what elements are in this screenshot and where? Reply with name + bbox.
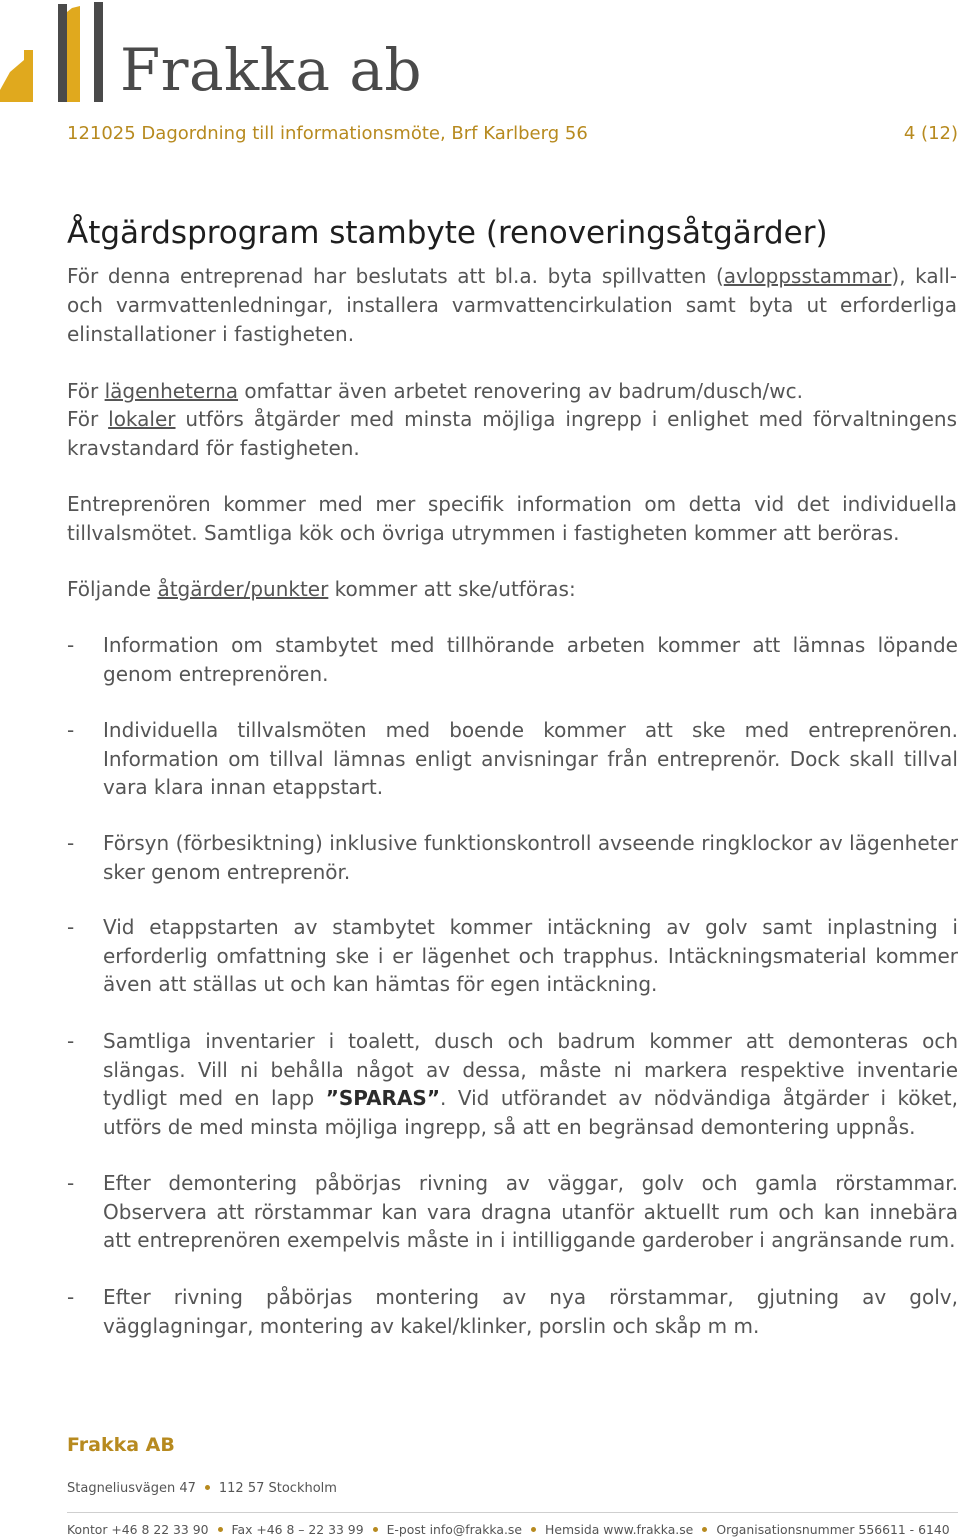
intro-text: omfattar även arbetet renovering av badrum/dusch/wc. bbox=[238, 379, 803, 403]
footer-address bbox=[67, 1481, 337, 1496]
document-header bbox=[67, 123, 960, 149]
intro-text: För bbox=[67, 407, 109, 431]
intro-text: utförs åtgärder med minsta möjliga ingrepp i enlighet med förvaltningens kravstandard för fastigheten. bbox=[67, 407, 958, 460]
list-item-text bbox=[103, 1027, 958, 1141]
page-title: Åtgärdsprogram stambyte (renoveringsåtgärder) bbox=[67, 215, 828, 251]
list-dash: - bbox=[67, 633, 75, 657]
intro-text: ), kall- och varmvattenledningar, installera varmvattencirkulation samt byta ut erforderliga elinstallationer i fastigheten. bbox=[67, 264, 957, 346]
list-item-text-part: Samtliga inventarier i toalett, dusch och badrum kommer att demonteras och slängas. Vill ni behålla något av dessa, måste ni markera respektive inventarie tydligt med en lapp bbox=[103, 1029, 958, 1110]
footer-contact bbox=[67, 1522, 950, 1537]
footer-divider bbox=[67, 1512, 958, 1513]
footer-website[interactable]: Hemsida www.frakka.se bbox=[545, 1522, 694, 1537]
list-item-text: Information om stambytet med tillhörande arbeten kommer att lämnas löpande genom entreprenören. bbox=[103, 633, 958, 686]
sparas-label: ”SPARAS” bbox=[325, 1086, 440, 1110]
intro-paragraph-4: Entreprenören kommer med mer specifik information om detta vid det individuella tillvalsmötet. Samtliga kök och övriga utrymmen i fastigheten kommer att beröras. bbox=[67, 492, 957, 545]
list-item-text-part: . Vid utförandet av nödvändiga åtgärder i köket, utförs de med minsta möjliga ingrepp, så att en begränsad demontering uppnås. bbox=[103, 1086, 958, 1139]
footer-postal: 112 57 Stockholm bbox=[218, 1481, 337, 1496]
footer-fax: Fax +46 8 – 22 33 99 bbox=[231, 1522, 364, 1537]
underlined-term: lägenheterna bbox=[104, 379, 239, 403]
intro-text: kommer att ske/utföras: bbox=[328, 577, 576, 601]
list-dash: - bbox=[67, 718, 75, 742]
bullet-dot-icon bbox=[531, 1527, 536, 1532]
logo-mark-icon bbox=[0, 0, 110, 110]
list-item-text: Efter demontering påbörjas rivning av väggar, golv och gamla rörstammar. Observera att rörstammar kan vara dragna utanför aktuellt rum och kan innebära att entreprenören exempelvis måste in i intilliggande garderober i angränsande rum. bbox=[103, 1171, 958, 1252]
intro-text: För bbox=[67, 379, 105, 403]
list-dash: - bbox=[67, 831, 75, 855]
logo-wordmark: Frakka ab bbox=[120, 36, 423, 104]
page-number: 4 (12) bbox=[903, 123, 958, 144]
list-dash: - bbox=[67, 1029, 75, 1053]
bullet-dot-icon bbox=[218, 1527, 223, 1532]
list-item-text: Individuella tillvalsmöten med boende kommer att ske med entreprenören. Information om tillval lämnas enligt anvisningar från entreprenör. Dock skall tillval vara klara innan etappstart. bbox=[103, 718, 958, 799]
underlined-term: åtgärder/punkter bbox=[157, 577, 329, 601]
bullet-dot-icon bbox=[702, 1527, 707, 1532]
company-logo bbox=[0, 0, 960, 110]
list-item-text: Efter rivning påbörjas montering av nya rörstammar, gjutning av golv, vägglagningar, montering av kakel/klinker, porslin och skåp m m. bbox=[103, 1285, 958, 1338]
list-dash: - bbox=[67, 915, 75, 939]
intro-text: Följande bbox=[67, 577, 158, 601]
intro-paragraph-5 bbox=[67, 575, 957, 604]
list-item-text: Försyn (förbesiktning) inklusive funktionskontroll avseende ringklockor av lägenheter sker genom entreprenör. bbox=[103, 831, 958, 884]
intro-paragraph-3 bbox=[67, 405, 957, 463]
list-dash: - bbox=[67, 1285, 75, 1309]
bullet-dot-icon bbox=[205, 1485, 210, 1490]
underlined-term: avloppsstammar bbox=[723, 264, 892, 288]
underlined-term: lokaler bbox=[108, 407, 176, 431]
list-dash: - bbox=[67, 1171, 75, 1195]
intro-text: För denna entreprenad har beslutats att bl.a. byta spillvatten ( bbox=[67, 264, 724, 288]
intro-paragraph-2 bbox=[67, 377, 957, 406]
footer-street: Stagneliusvägen 47 bbox=[67, 1481, 196, 1496]
bullet-dot-icon bbox=[373, 1527, 378, 1532]
footer-company-name: Frakka AB bbox=[67, 1434, 175, 1456]
footer-phone: Kontor +46 8 22 33 90 bbox=[67, 1522, 209, 1537]
list-item-text: Vid etappstarten av stambytet kommer intäckning av golv samt inplastning i erforderlig omfattning ske i er lägenhet och trapphus. Intäckningsmaterial kommer även att ställas ut och kan hämtas för egen intäckning. bbox=[103, 915, 958, 996]
document-reference: 121025 Dagordning till informationsmöte, Brf Karlberg 56 bbox=[67, 123, 588, 144]
footer-email[interactable]: E-post info@frakka.se bbox=[386, 1522, 522, 1537]
intro-paragraph-1 bbox=[67, 262, 957, 349]
footer-org-number: Organisationsnummer 556611 - 6140 bbox=[716, 1522, 950, 1537]
